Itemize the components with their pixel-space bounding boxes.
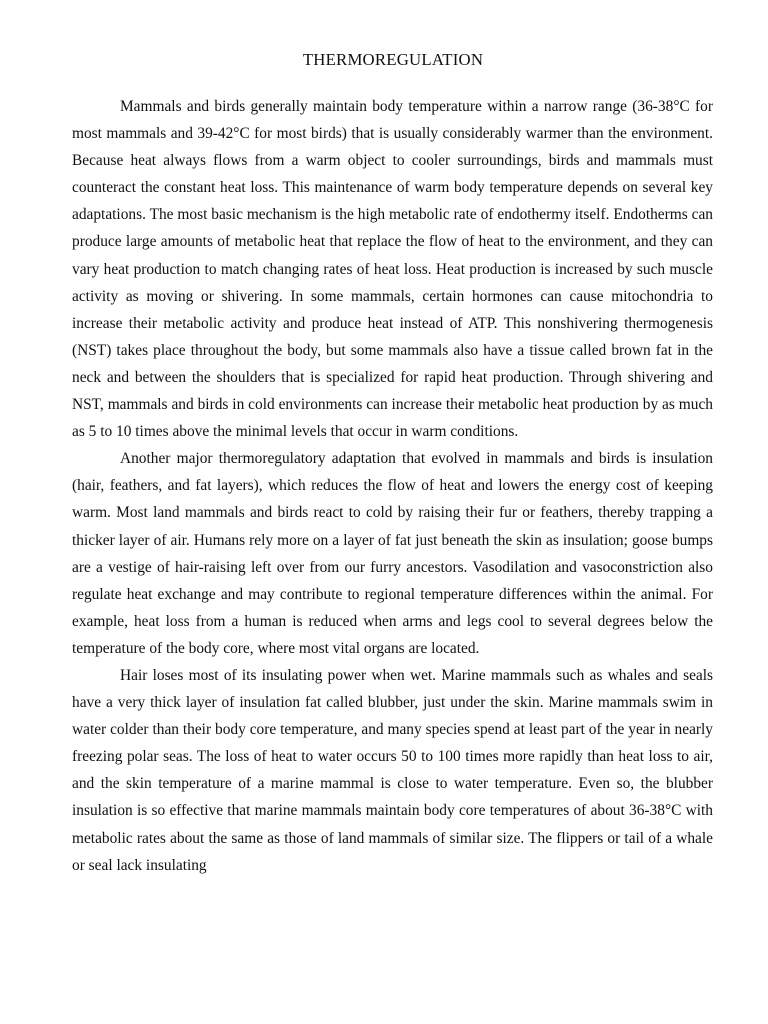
document-body [72,93,713,879]
page-title: THERMOREGULATION [302,50,484,69]
paragraph-marine-mammals: Hair loses most of its insulating power when wet. Marine mammals such as whales and seals have a very thick layer of insulation fat called blubber, just under the skin. Marine mammals swim in water colder than their body core temperature, and many species spend at least part of the year in nearly freezing polar seas. The loss of heat to water occurs 50 to 100 times more rapidly than heat loss to air, and the skin temperature of a marine mammal is close to water temperature. Even so, the blubber insulation is so effective that marine mammals maintain body core temperatures of about 36-38°C with metabolic rates about the same as those of land mammals of similar size. The flippers or tail of a whale or seal lack insulating [72,666,713,874]
paragraph-endothermy: Mammals and birds generally maintain body temperature within a narrow range (36-38°C for most mammals and 39-42°C for most birds) that is usually considerably warmer than the environment. Because heat always flows from a warm object to cooler surroundings, birds and mammals must counteract the constant heat loss. This maintenance of warm body temperature depends on several key adaptations. The most basic mechanism is the high metabolic rate of endothermy itself. Endotherms can produce large amounts of metabolic heat that replace the flow of heat to the environment, and they can vary heat production to match changing rates of heat loss. Heat production is increased by such muscle activity as moving or shivering. In some mammals, certain hormones can cause mitochondria to increase their metabolic activity and produce heat instead of ATP. This nonshivering thermogenesis (NST) takes place throughout the body, but some mammals also have a tissue called brown fat in the neck and between the shoulders that is specialized for rapid heat production. Through shivering and NST, mammals and birds in cold environments can increase their metabolic heat production by as much as 5 to 10 times above the minimal levels that occur in warm conditions. [72,98,713,441]
paragraph-insulation: Another major thermoregulatory adaptation that evolved in mammals and birds is insulation (hair, feathers, and fat layers), which reduces the flow of heat and lowers the energy cost of keeping warm. Most land mammals and birds react to cold by raising their fur or feathers, thereby trapping a thicker layer of air. Humans rely more on a layer of fat just beneath the skin as insulation; goose bumps are a vestige of hair-raising left over from our furry ancestors. Vasodilation and vasoconstriction also regulate heat exchange and may contribute to regional temperature differences within the animal. For example, heat loss from a human is reduced when arms and legs cool to several degrees below the temperature of the body core, where most vital organs are located. [72,450,713,657]
